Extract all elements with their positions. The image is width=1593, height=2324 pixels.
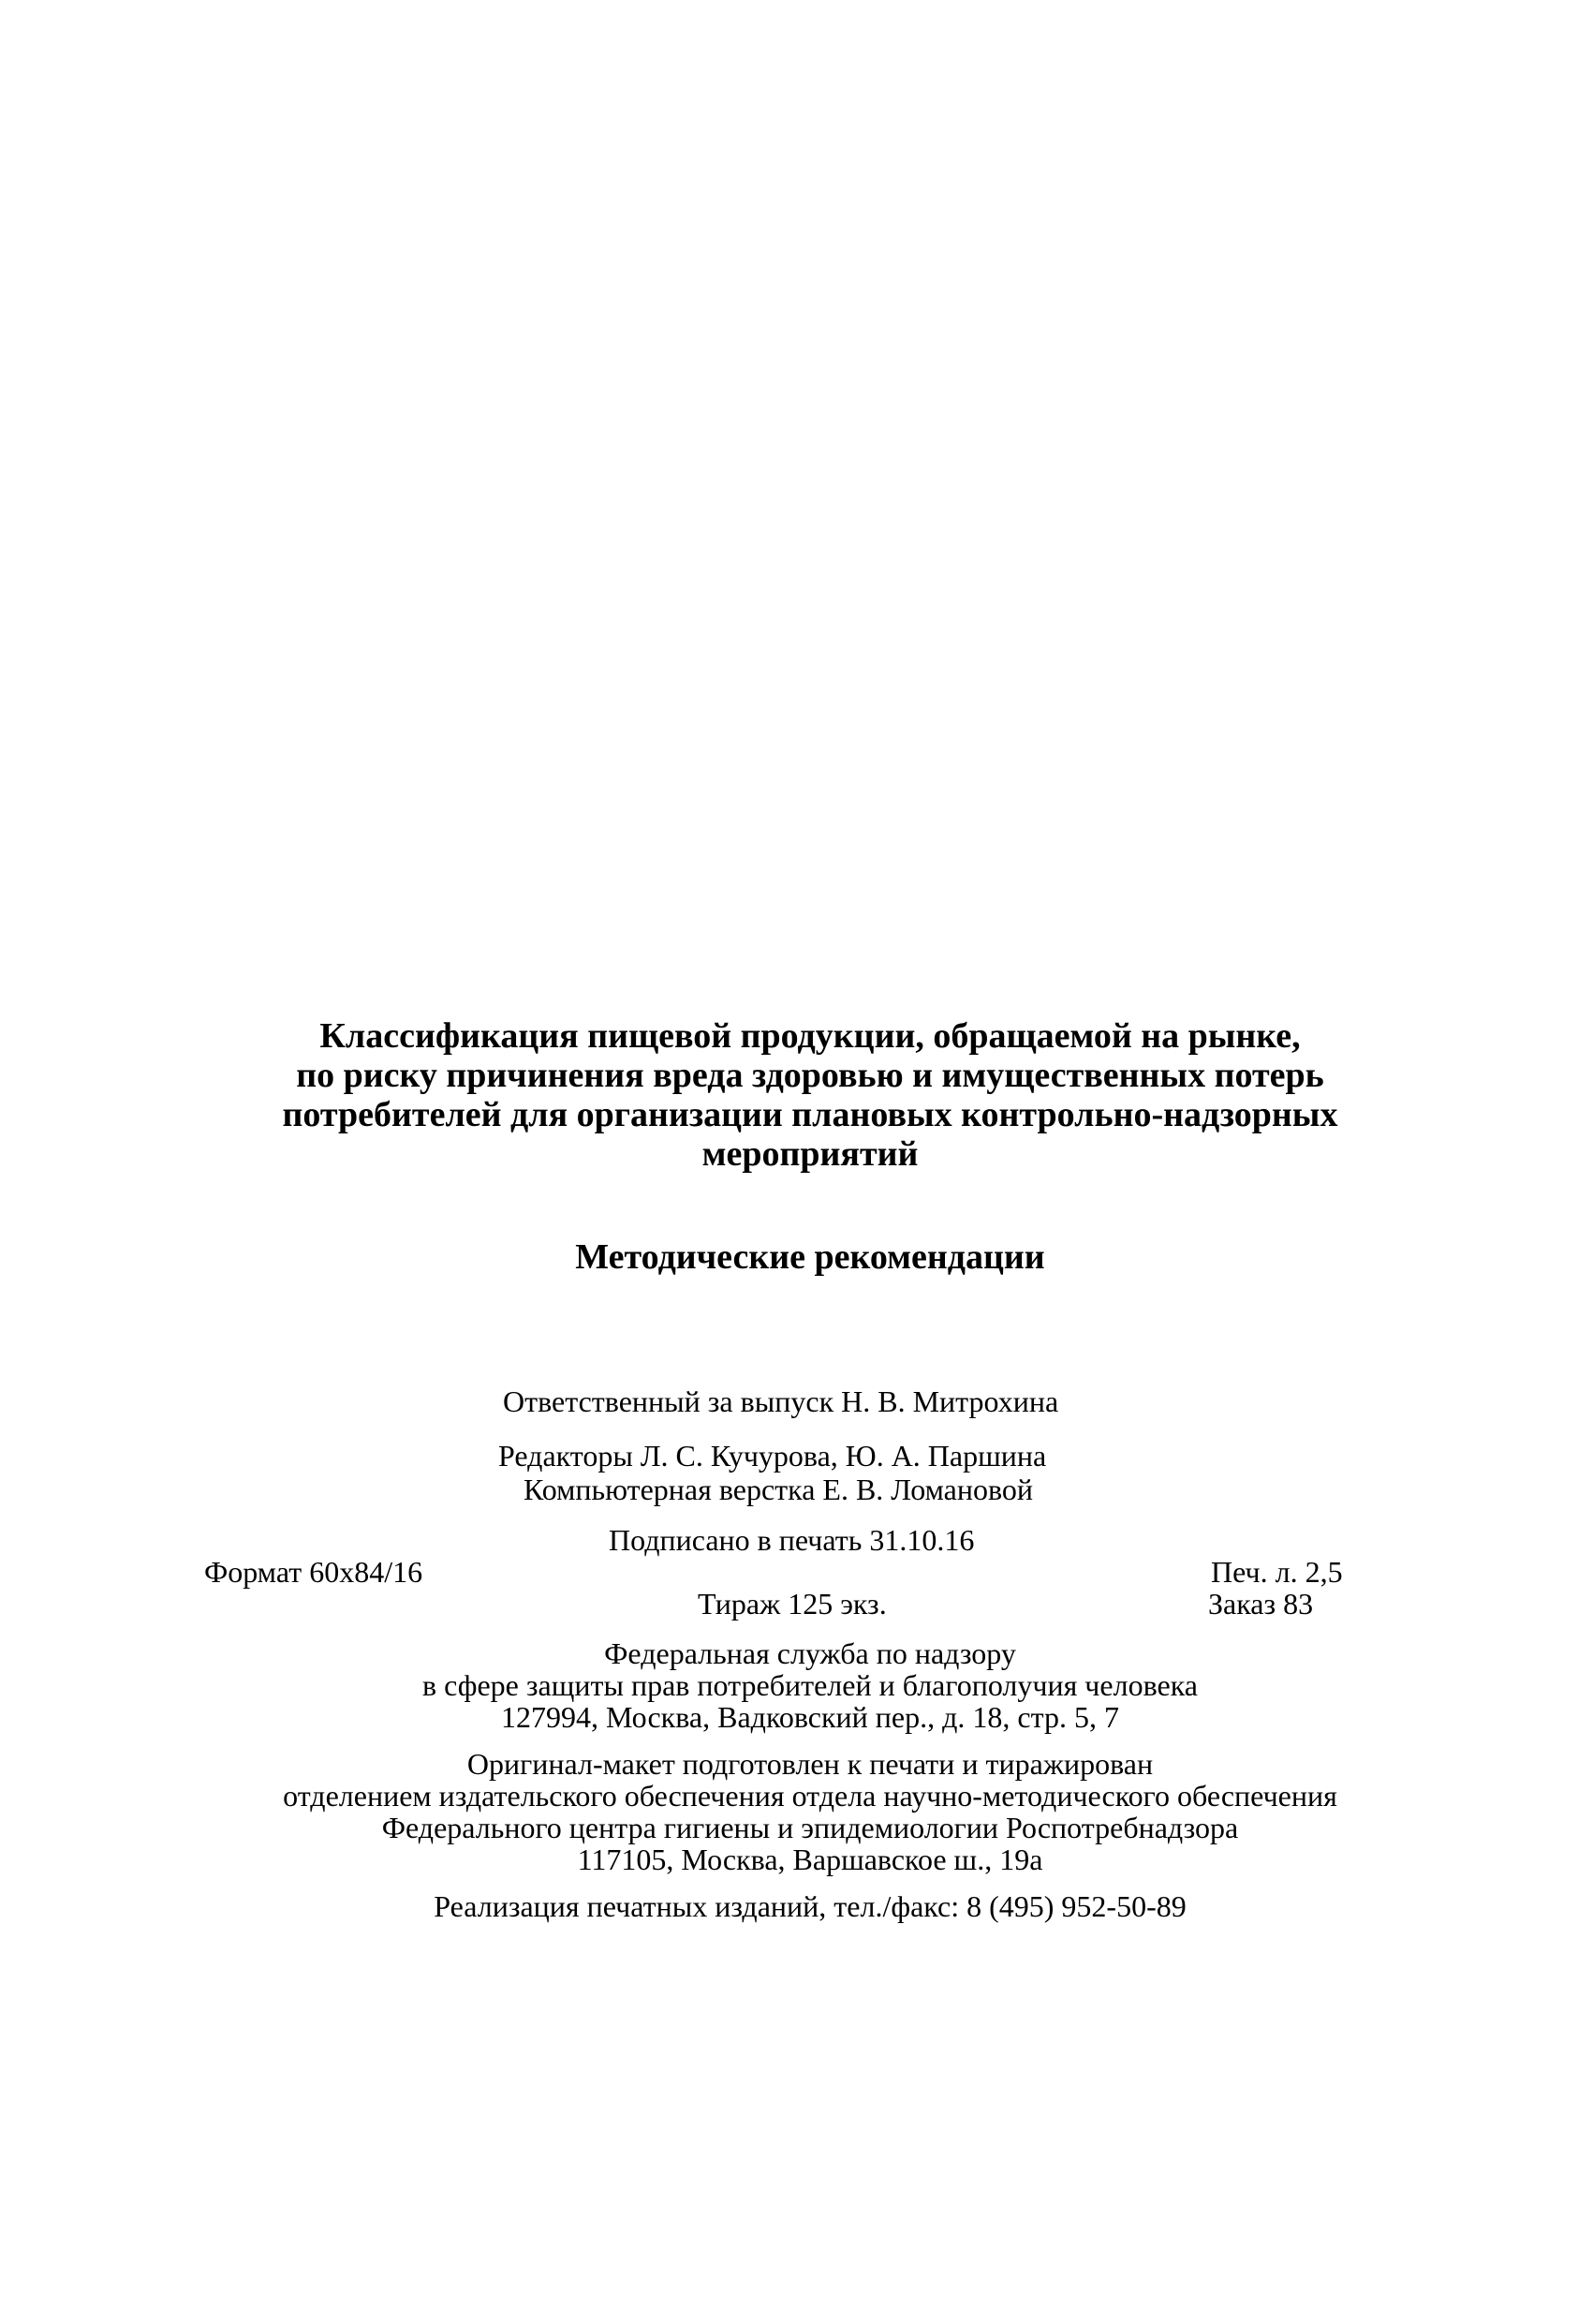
- printer-line: 117105, Москва, Варшавское ш., 19а: [577, 1843, 1043, 1876]
- sales-contact: Реализация печатных изданий, тел./факс: 8 (495) 952-50-89: [434, 1889, 1187, 1923]
- responsible-editor: Ответственный за выпуск Н. В. Митрохина: [503, 1384, 1059, 1418]
- title-line: по риску причинения вреда здоровью и имущественных потерь: [296, 1056, 1324, 1095]
- print-sheets: Печ. л. 2,5: [1211, 1555, 1343, 1589]
- title-line: Классификация пищевой продукции, обращаемой на рынке,: [319, 1016, 1301, 1056]
- title-line: мероприятий: [701, 1134, 919, 1174]
- publisher-line: Федеральная служба по надзору: [604, 1636, 1016, 1670]
- title-line: потребителей для организации плановых контрольно-надзорных: [282, 1095, 1338, 1134]
- layout-credit: Компьютерная верстка Е. В. Ломановой: [524, 1473, 1033, 1506]
- printer-line: Федерального центра гигиены и эпидемиологии Роспотребнадзора: [381, 1811, 1239, 1844]
- printer-block: [187, 1748, 1433, 1875]
- printer-line: отделением издательского обеспечения отдела научно-методического обеспечения: [283, 1779, 1337, 1813]
- document-subtitle: Методические рекомендации: [575, 1237, 1045, 1277]
- publisher-line: в сфере защиты прав потребителей и благополучия человека: [422, 1668, 1198, 1702]
- order-number: Заказ 83: [1208, 1587, 1314, 1621]
- circulation: Тираж 125 экз.: [698, 1587, 887, 1621]
- publisher-line: 127994, Москва, Вадковский пер., д. 18, стр. 5, 7: [501, 1700, 1119, 1734]
- document-title: [187, 1016, 1433, 1174]
- paper-format: Формат 60x84/16: [204, 1555, 423, 1589]
- printer-line: Оригинал-макет подготовлен к печати и тиражирован: [466, 1747, 1154, 1781]
- editors: Редакторы Л. С. Кучурова, Ю. А. Паршина: [498, 1439, 1047, 1473]
- publisher-block: [187, 1637, 1433, 1733]
- signed-date: Подписано в печать 31.10.16: [609, 1523, 975, 1557]
